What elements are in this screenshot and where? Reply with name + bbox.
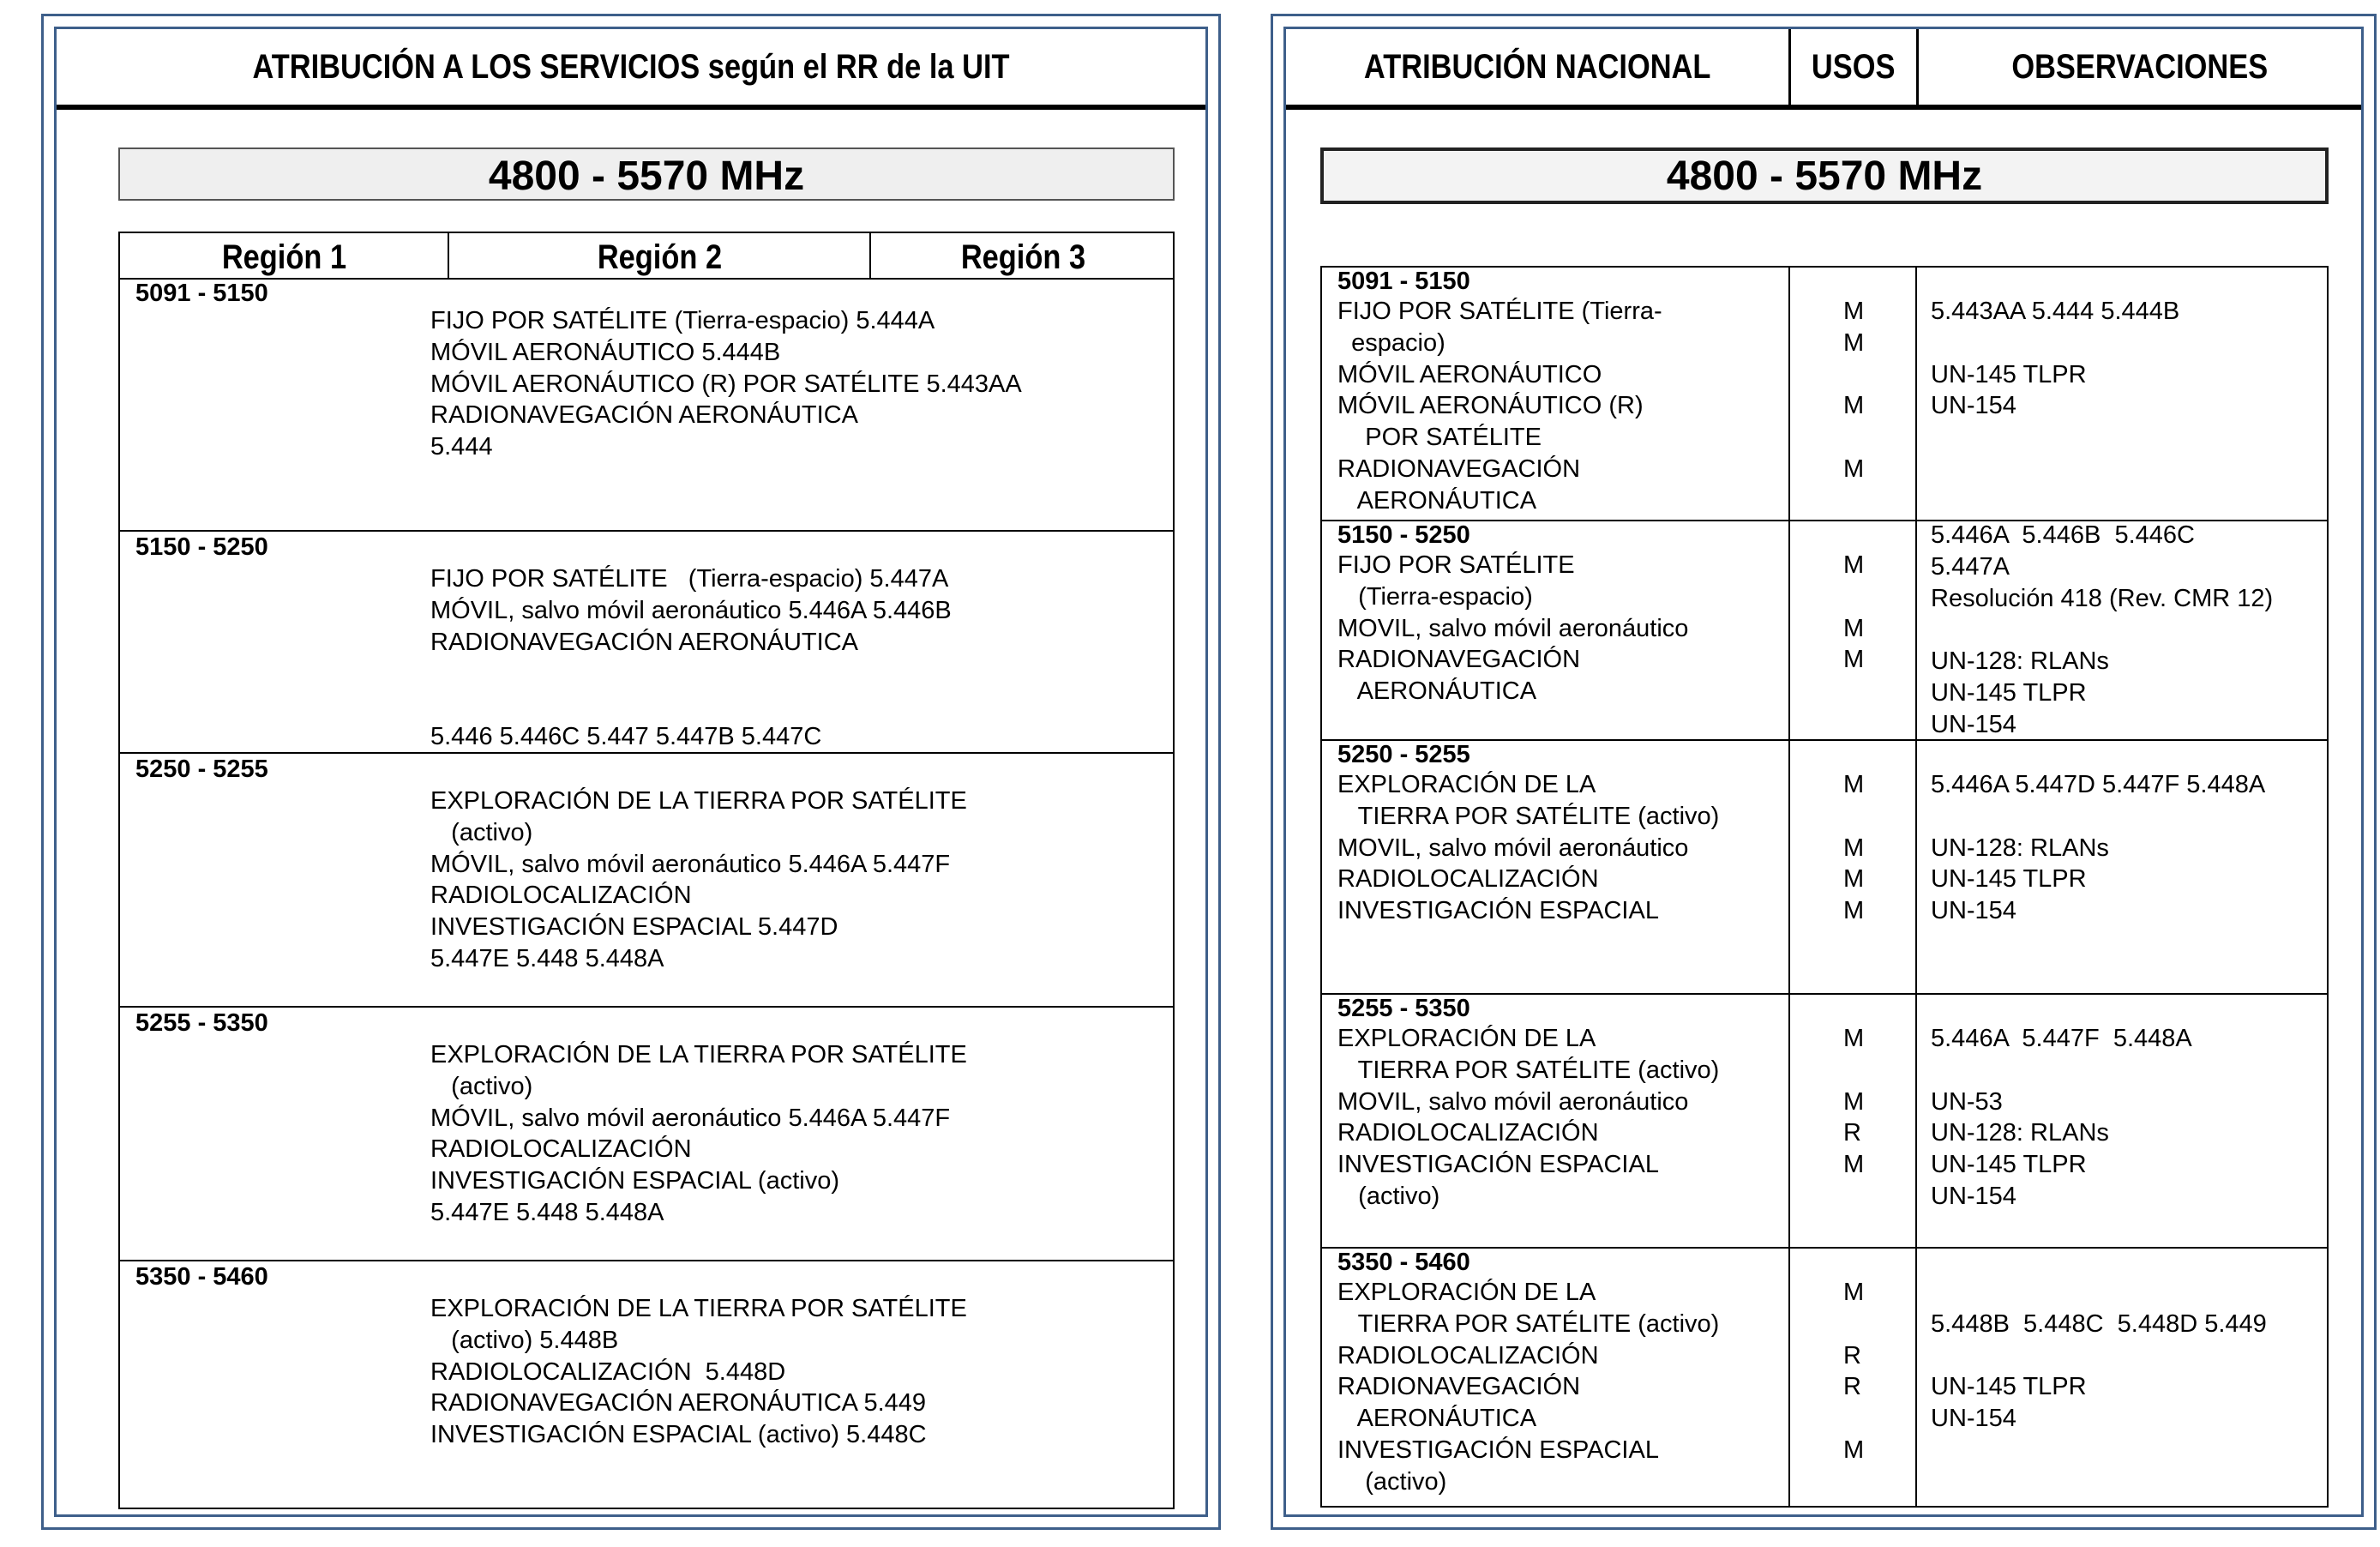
national-service-line: POR SATÉLITE — [1337, 424, 1542, 452]
observation-line: UN-154 — [1931, 1405, 2016, 1433]
frequency-range: 5150 - 5250 — [135, 533, 268, 561]
service-line: MÓVIL AERONÁUTICO 5.444B — [430, 338, 781, 366]
row-divider — [1322, 993, 2327, 995]
observation-line: 5.446A 5.447F 5.448A — [1931, 1025, 2192, 1052]
national-service-line: (activo) — [1337, 1467, 1447, 1496]
uso-code: R — [1843, 1341, 1861, 1369]
region-divider — [448, 233, 449, 278]
uso-code: M — [1843, 1087, 1865, 1116]
uso-code: M — [1843, 614, 1865, 642]
national-service-line: EXPLORACIÓN DE LA — [1337, 1025, 1596, 1052]
observation-line: 5.446A 5.446B 5.446C — [1931, 521, 2195, 549]
service-line: (activo) — [430, 818, 533, 846]
national-service-line: TIERRA POR SATÉLITE (activo) — [1337, 1309, 1720, 1338]
observation-line: UN-154 — [1931, 1183, 2016, 1210]
uso-code: R — [1843, 1373, 1861, 1401]
national-allocation-panel-inner — [1283, 27, 2364, 1517]
observation-line: UN-128: RLANs — [1931, 647, 2109, 676]
service-line: RADIOLOCALIZACIÓN — [430, 882, 692, 910]
service-line: FIJO POR SATÉLITE (Tierra-espacio) 5.447A — [430, 565, 949, 593]
service-line: RADIONAVEGACIÓN AERONÁUTICA 5.449 — [430, 1389, 927, 1418]
service-line: INVESTIGACIÓN ESPACIAL 5.447D — [430, 913, 838, 942]
column-divider — [1788, 268, 1790, 1506]
service-line: INVESTIGACIÓN ESPACIAL (activo) 5.448C — [430, 1421, 927, 1449]
national-allocation-panel — [1271, 14, 2377, 1530]
frequency-range: 5250 - 5255 — [1337, 741, 1470, 768]
national-service-line: EXPLORACIÓN DE LA — [1337, 771, 1596, 798]
national-panel-header — [1286, 29, 2361, 110]
row-divider — [120, 1006, 1173, 1008]
national-service-line: RADIOLOCALIZACIÓN — [1337, 1119, 1599, 1147]
frequency-range: 5150 - 5250 — [1337, 521, 1470, 549]
uso-code: M — [1843, 1279, 1865, 1306]
national-service-line: FIJO POR SATÉLITE — [1337, 551, 1575, 579]
itu-band-label: 4800 - 5570 MHz — [118, 147, 1175, 201]
observation-line: UN-145 TLPR — [1931, 1373, 2087, 1401]
service-line: FIJO POR SATÉLITE (Tierra-espacio) 5.444A — [430, 307, 935, 334]
service-line: RADIOLOCALIZACIÓN — [430, 1135, 692, 1164]
national-service-line: TIERRA POR SATÉLITE (activo) — [1337, 1056, 1720, 1084]
service-line: MÓVIL, salvo móvil aeronáutico 5.446A 5.446B — [430, 596, 952, 624]
service-line: RADIONAVEGACIÓN AERONÁUTICA — [430, 628, 858, 656]
observation-line: 5.446A 5.447D 5.447F 5.448A — [1931, 771, 2266, 798]
footnote-refs: 5.444 — [430, 433, 493, 461]
observation-line: 5.447A — [1931, 552, 2010, 581]
itu-allocation-table — [118, 232, 1175, 1509]
observation-line: 5.448B 5.448C 5.448D 5.449 — [1931, 1309, 2267, 1338]
frequency-range: 5255 - 5350 — [1337, 995, 1470, 1022]
uso-code: M — [1843, 328, 1865, 357]
header-atribucion-nacional: ATRIBUCIÓN NACIONAL — [1363, 48, 1711, 86]
service-line: MÓVIL, salvo móvil aeronáutico 5.446A 5.447F — [430, 850, 951, 878]
row-divider — [120, 530, 1173, 532]
itu-allocation-panel — [41, 14, 1221, 1530]
column-divider — [1915, 268, 1917, 1506]
service-line: EXPLORACIÓN DE LA TIERRA POR SATÉLITE — [430, 1295, 967, 1322]
frequency-range: 5350 - 5460 — [135, 1263, 268, 1291]
national-service-line: INVESTIGACIÓN ESPACIAL — [1337, 1151, 1659, 1179]
national-service-line: AERONÁUTICA — [1337, 1405, 1537, 1433]
uso-code: M — [1843, 771, 1865, 798]
region-3-header: Región 3 — [960, 238, 1085, 276]
uso-code: M — [1843, 455, 1865, 483]
national-service-line: MÓVIL AERONÁUTICO (R) — [1337, 392, 1644, 420]
uso-code: M — [1843, 865, 1865, 894]
header-usos: USOS — [1812, 48, 1896, 86]
uso-code: R — [1843, 1119, 1861, 1147]
uso-code: M — [1843, 298, 1865, 325]
service-line: (activo) 5.448B — [430, 1326, 619, 1354]
national-service-line: (activo) — [1337, 1183, 1440, 1210]
national-service-line: RADIOLOCALIZACIÓN — [1337, 1341, 1599, 1369]
observation-line: UN-145 TLPR — [1931, 679, 2087, 707]
uso-code: M — [1843, 1025, 1865, 1052]
national-service-line: AERONÁUTICA — [1337, 677, 1537, 706]
observation-line: UN-128: RLANs — [1931, 1119, 2109, 1147]
national-service-line: AERONÁUTICA — [1337, 486, 1537, 515]
footnote-refs: 5.447E 5.448 5.448A — [430, 1199, 664, 1226]
region-2-header: Región 2 — [597, 238, 722, 276]
observation-line: UN-145 TLPR — [1931, 1151, 2087, 1179]
national-band-label: 4800 - 5570 MHz — [1320, 147, 2329, 204]
national-service-line: MOVIL, salvo móvil aeronáutico — [1337, 614, 1689, 642]
frequency-range: 5091 - 5150 — [1337, 268, 1470, 295]
service-line: (activo) — [430, 1072, 533, 1100]
itu-panel-header — [57, 29, 1205, 110]
uso-code: M — [1843, 834, 1865, 862]
row-divider — [1322, 739, 2327, 741]
uso-code: M — [1843, 392, 1865, 420]
national-service-line: RADIOLOCALIZACIÓN — [1337, 865, 1599, 894]
region-1-header: Región 1 — [221, 238, 346, 276]
region-header-row — [120, 233, 1173, 280]
national-service-line: espacio) — [1337, 328, 1445, 357]
itu-allocation-panel-inner — [54, 27, 1208, 1517]
service-line: EXPLORACIÓN DE LA TIERRA POR SATÉLITE — [430, 787, 967, 815]
observation-line: UN-145 TLPR — [1931, 865, 2087, 894]
observation-line: UN-128: RLANs — [1931, 834, 2109, 862]
national-service-line: INVESTIGACIÓN ESPACIAL — [1337, 1436, 1659, 1464]
national-service-line: FIJO POR SATÉLITE (Tierra- — [1337, 298, 1662, 325]
national-service-line: TIERRA POR SATÉLITE (activo) — [1337, 802, 1720, 830]
national-service-line: EXPLORACIÓN DE LA — [1337, 1279, 1596, 1306]
service-line: EXPLORACIÓN DE LA TIERRA POR SATÉLITE — [430, 1041, 967, 1068]
national-service-line: INVESTIGACIÓN ESPACIAL — [1337, 897, 1659, 925]
service-line: MÓVIL, salvo móvil aeronáutico 5.446A 5.447F — [430, 1104, 951, 1132]
observation-line: UN-53 — [1931, 1087, 2003, 1116]
observation-line: Resolución 418 (Rev. CMR 12) — [1931, 584, 2274, 612]
national-service-line: (Tierra-espacio) — [1337, 582, 1533, 611]
observation-line: 5.443AA 5.444 5.444B — [1931, 298, 2180, 325]
service-line: RADIONAVEGACIÓN AERONÁUTICA — [430, 401, 858, 430]
row-divider — [1322, 1247, 2327, 1249]
frequency-range: 5350 - 5460 — [1337, 1249, 1470, 1276]
row-divider — [120, 1260, 1173, 1261]
service-line: MÓVIL AERONÁUTICO (R) POR SATÉLITE 5.443AA — [430, 370, 1022, 398]
uso-code: M — [1843, 1151, 1865, 1179]
frequency-range: 5091 - 5150 — [135, 280, 268, 307]
region-divider — [869, 233, 871, 278]
frequency-range: 5250 - 5255 — [135, 755, 268, 783]
observation-line: UN-145 TLPR — [1931, 360, 2087, 388]
frequency-range: 5255 - 5350 — [135, 1009, 268, 1037]
national-service-line: RADIONAVEGACIÓN — [1337, 455, 1581, 483]
uso-code: M — [1843, 897, 1865, 925]
header-observaciones: OBSERVACIONES — [2011, 48, 2269, 86]
national-service-line: RADIONAVEGACIÓN — [1337, 1373, 1581, 1401]
national-service-line: MOVIL, salvo móvil aeronáutico — [1337, 1087, 1689, 1116]
national-service-line: MOVIL, salvo móvil aeronáutico — [1337, 834, 1689, 862]
uso-code: M — [1843, 551, 1865, 579]
footnote-refs: 5.446 5.446C 5.447 5.447B 5.447C — [430, 723, 822, 750]
service-line: RADIOLOCALIZACIÓN 5.448D — [430, 1357, 786, 1386]
observation-line: UN-154 — [1931, 710, 2016, 738]
observation-line: UN-154 — [1931, 392, 2016, 420]
service-line: INVESTIGACIÓN ESPACIAL (activo) — [430, 1167, 839, 1195]
national-allocation-table — [1320, 266, 2329, 1508]
uso-code: M — [1843, 1436, 1865, 1464]
footnote-refs: 5.447E 5.448 5.448A — [430, 945, 664, 972]
observation-line: UN-154 — [1931, 897, 2016, 925]
uso-code: M — [1843, 646, 1865, 674]
row-divider — [120, 752, 1173, 754]
national-service-line: RADIONAVEGACIÓN — [1337, 646, 1581, 674]
itu-panel-title: ATRIBUCIÓN A LOS SERVICIOS según el RR de la UIT — [252, 48, 1010, 86]
national-service-line: MÓVIL AERONÁUTICO — [1337, 360, 1602, 388]
